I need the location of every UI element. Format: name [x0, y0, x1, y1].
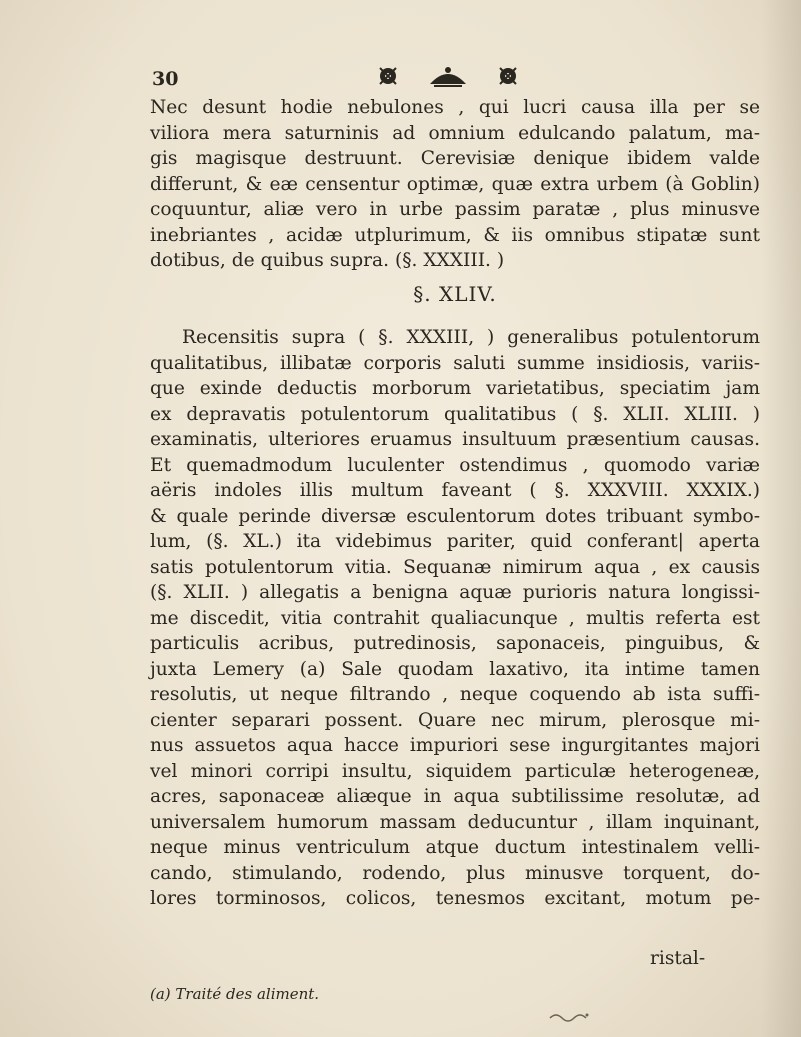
fleuron-center-icon [430, 67, 466, 86]
text-line: ex depravatis potulentorum qualitatibus ( §. XLII. XLIII. ) [150, 403, 760, 425]
text-line: (§. XLII. ) allegatis a benigna aquæ purioris natura longissi- [150, 582, 760, 603]
text-line: acres, saponaceæ aliæque in aqua subtilissime resolutæ, ad [150, 786, 760, 807]
text-line: lum, (§. XL.) ita videbimus pariter, quid conferant| aperta [150, 531, 760, 552]
headpiece-ornament [368, 62, 528, 90]
text-line: qualitatibus, illibatæ corporis saluti summe insidiosis, variis- [150, 352, 760, 374]
footnote: (a) Traité des aliment. [150, 985, 320, 1003]
text-line: & quale perinde diversæ esculentorum dotes tribuant symbo- [150, 505, 760, 527]
text-line: differunt, & eæ censentur optimæ, quæ extra urbem (à Goblin) [150, 173, 760, 195]
text-line: nus assuetos aqua hacce impuriori sese ingurgitantes majori [150, 735, 760, 756]
text-line: que exinde deductis morborum varietatibus, speciatim jam [150, 378, 760, 399]
text-line: vel minori corripi insultu, siquidem particulæ heterogeneæ, [150, 760, 760, 782]
fleuron-left-icon [380, 68, 396, 84]
text-line: examinatis, ulteriores eruamus insultuum præsentium causas. [150, 429, 760, 450]
text-line: me discedit, vitia contrahit qualiacunque , multis referta est [150, 607, 760, 629]
fleuron-right-icon [500, 68, 516, 84]
page-number: 30 [152, 68, 179, 90]
text-line: resolutis, ut neque filtrando , neque coquendo ab ista suffi- [150, 684, 760, 705]
text-line: dotibus, de quibus supra. (§. XXXIII. ) [150, 250, 505, 271]
text-line: aëris indoles illis multum faveant ( §. XXXVIII. XXXIX.) [150, 480, 760, 501]
catchword: ristal- [650, 948, 706, 969]
text-line: cienter separari possent. Quare nec mirum, plerosque mi- [150, 709, 760, 731]
text-line: satis potulentorum vitia. Sequanæ nimirum aqua , ex causis [150, 556, 760, 578]
page-edge-shadow [761, 0, 801, 1037]
text-line: viliora mera saturninis ad omnium edulcando palatum, ma- [150, 122, 760, 144]
text-line: neque minus ventriculum atque ductum intestinalem velli- [150, 837, 760, 858]
text-line: Recensitis supra ( §. XXXIII, ) generalibus potulentorum [182, 327, 760, 348]
text-line: gis magisque destruunt. Cerevisiæ denique ibidem valde [150, 148, 760, 169]
section-heading: §. XLIV. [413, 282, 497, 306]
text-line: universalem humorum massam deducuntur , illam inquinant, [150, 811, 760, 833]
text-line: inebriantes , acidæ utplurimum, & iis omnibus stipatæ sunt [150, 224, 760, 246]
text-line: cando, stimulando, rodendo, plus minusve torquent, do- [150, 862, 760, 884]
text-line: Nec desunt hodie nebulones , qui lucri causa illa per se [150, 97, 760, 118]
text-line: Et quemadmodum luculenter ostendimus , quomodo variæ [150, 454, 760, 476]
paragraph-2 [150, 325, 760, 912]
paragraph-1 [150, 95, 760, 274]
text-line: particulis acribus, putredinosis, saponaceis, pinguibus, & [150, 633, 760, 654]
text-line: lores torminosos, colicos, tenesmos excitant, motum pe- [150, 888, 760, 909]
library-stamp-icon [548, 1010, 590, 1024]
text-line: juxta Lemery (a) Sale quodam laxativo, ita intime tamen [150, 658, 760, 680]
text-line: coquuntur, aliæ vero in urbe passim paratæ , plus minusve [150, 199, 760, 220]
